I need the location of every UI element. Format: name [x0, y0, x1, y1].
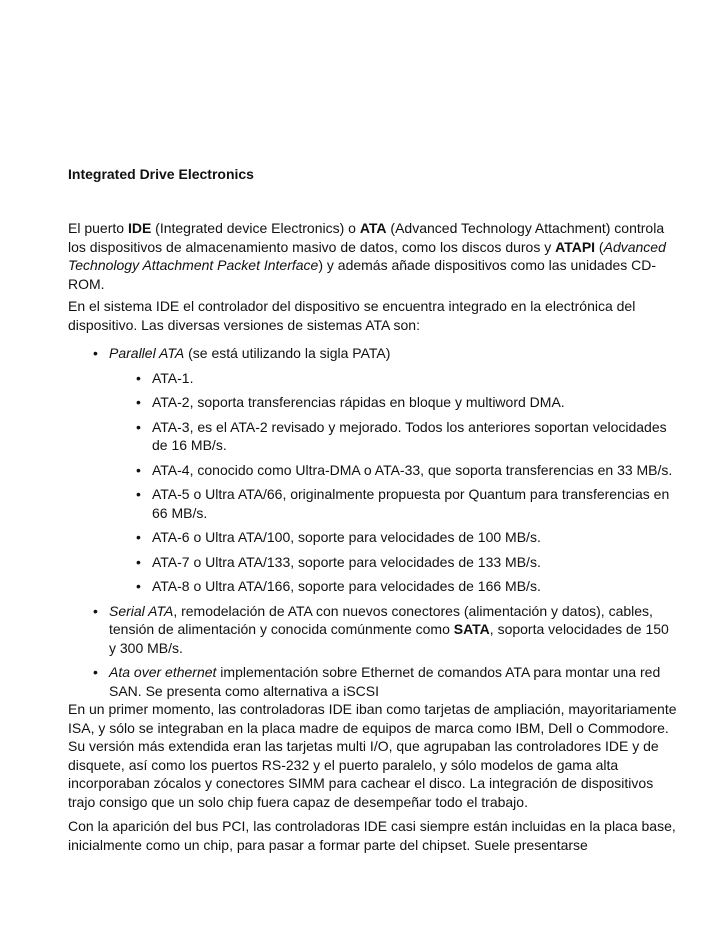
ata-term: ATA [359, 220, 387, 236]
sata-text-1: , remodelación de ATA con nuevos conectores (alimentación y datos), cables, tensión de alimentación y conocida comúnmente como [109, 602, 653, 637]
sata-abbr: SATA [453, 621, 490, 637]
aoe-term: Ata over ethernet [109, 664, 217, 680]
list-item: • ATA-4, conocido como Ultra-DMA o ATA-33, que soporta transferencias en 33 MB/s. [152, 461, 678, 480]
intro-text-1: El puerto [68, 220, 128, 236]
list-item-sata [109, 602, 678, 658]
document-body [68, 219, 678, 858]
list-item: • ATA-1. [152, 369, 678, 388]
list-item: • ATA-5 o Ultra ATA/66, originalmente propuesta por Quantum para transferencias en 66 MB/s. [152, 485, 678, 522]
list-item: • ATA-2, soporta transferencias rápidas en bloque y multiword DMA. [152, 393, 678, 412]
versions-intro-paragraph: En el sistema IDE el controlador del dispositivo se encuentra integrado en la electrónica del dispositivo. Las diversas versiones de sistemas ATA son: [68, 298, 636, 333]
atapi-full-term: Advanced Technology Attachment Packet Interface [68, 238, 666, 273]
list-item-aoe [109, 663, 678, 700]
history-paragraph: En un primer momento, las controladoras IDE iban como tarjetas de ampliación, mayoritariamente ISA, y sólo se integraban en la placa madre de equipos de marca como IBM, Dell o Commodore. Su versión más extendida eran las tarjetas multi I/O, que agrupaban las controladores IDE y de disquete, así como los puertos RS-232 y el puerto paralelo, y sólo modelos de gama alta incorporaban zócalos y conectores SIMM para cachear el disco. La integración de dispositivos trajo consigo que un solo chip fuera capaz de desempeñar todo el trabajo. [68, 701, 677, 810]
intro-text-5: ) y además añade dispositivos como las unidades CD-ROM. [68, 257, 657, 292]
list-item: • ATA-7 o Ultra ATA/133, soporte para velocidades de 133 MB/s. [152, 553, 678, 572]
atapi-term: ATAPI [555, 238, 596, 255]
pata-term: Parallel ATA [109, 345, 185, 361]
intro-text-4: ( [595, 238, 604, 255]
sata-text-2: , soporta velocidades de 150 y 300 MB/s. [109, 621, 669, 656]
list-item-pata [109, 344, 678, 596]
ide-term: IDE [127, 220, 152, 236]
ata-types-list [68, 344, 678, 700]
sata-term: Serial ATA [109, 602, 174, 619]
aoe-text: implementación sobre Ethernet de comandos ATA para montar una red SAN. Se presenta como alternativa a iSCSI [109, 664, 661, 699]
intro-paragraph [68, 219, 678, 293]
pata-versions-list [109, 369, 678, 596]
list-item: • ATA-3, es el ATA-2 revisado y mejorado. Todos los anteriores soportan velocidades de 16 MB/s. [152, 418, 678, 455]
intro-text-3: (Advanced Technology Attachment) controla los dispositivos de almacenamiento masivo de datos, como los discos duros y [68, 220, 665, 255]
pci-paragraph: Con la aparición del bus PCI, las controladoras IDE casi siempre están incluidas en la placa base, inicialmente como un chip, para pasar a formar parte del chipset. Suele presentarse [68, 818, 676, 853]
list-item: • ATA-6 o Ultra ATA/100, soporte para velocidades de 100 MB/s. [152, 528, 678, 547]
list-item: • ATA-8 o Ultra ATA/166, soporte para velocidades de 166 MB/s. [152, 577, 678, 596]
page-title: Integrated Drive Electronics [68, 166, 254, 182]
intro-text-2: (Integrated device Electronics) o [151, 220, 360, 236]
pata-text: (se está utilizando la sigla PATA) [184, 345, 391, 361]
